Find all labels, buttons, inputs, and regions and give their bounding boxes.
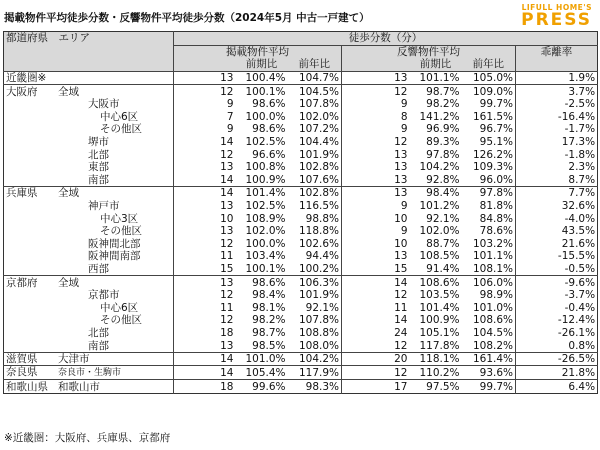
table-row — [4, 327, 598, 340]
region-cell — [4, 161, 174, 174]
response-prev-year: 99.7% — [462, 98, 516, 111]
listed-prev-year: 104.2% — [288, 352, 342, 366]
response-prev-year: 101.0% — [462, 301, 516, 314]
gap-rate: -12.4% — [557, 314, 596, 327]
response-prev-period: 101.2% — [419, 200, 460, 213]
prefecture-label: 滋賀県 — [6, 353, 38, 366]
gap-rate: -0.4% — [564, 301, 596, 314]
listed-minutes: 14 — [174, 352, 236, 366]
listed-prev-period: 98.1% — [252, 301, 286, 314]
region-cell — [4, 263, 174, 276]
gap-rate: -26.5% — [516, 352, 598, 366]
listed-minutes: 18 — [174, 380, 236, 394]
region-cell — [4, 250, 174, 263]
listed-prev-period: 100.4% — [245, 72, 286, 85]
prefecture-label: 近畿圏※ — [6, 72, 47, 85]
listed-prev-period: 100.0% — [245, 237, 286, 250]
listed-prev-year: 100.2% — [288, 263, 342, 276]
response-prev-period: 110.2% — [410, 366, 462, 380]
header-region: 都道府県 エリア — [4, 32, 174, 72]
header-gap: 乖離率 — [516, 45, 598, 71]
listed-prev-year: 107.8% — [288, 314, 342, 327]
response-minutes: 12 — [394, 339, 408, 352]
gap-rate: 0.8% — [568, 339, 596, 352]
listed-prev-period: 98.7% — [252, 326, 286, 339]
table-row — [4, 301, 598, 314]
response-prev-year: 96.7% — [462, 123, 516, 136]
listed-prev-year: 98.3% — [288, 380, 342, 394]
listed-minutes: 9 — [226, 123, 234, 136]
response-minutes: 12 — [394, 289, 408, 302]
listed-prev-period: 100.1% — [236, 85, 288, 98]
listed-minutes: 9 — [226, 98, 234, 111]
listed-prev-period: 96.6% — [252, 148, 286, 161]
response-minutes: 10 — [394, 212, 408, 225]
response-prev-period: 91.4% — [426, 262, 460, 275]
prefecture-label: 兵庫県 — [6, 187, 38, 200]
gap-rate: 2.3% — [568, 161, 596, 174]
area-label: その他区 — [100, 123, 142, 136]
area-label: 南部 — [88, 173, 109, 186]
header-listed-prev-year: 前年比 — [288, 58, 342, 71]
area-label: 全域 — [58, 85, 79, 98]
listed-prev-year: 98.8% — [288, 212, 342, 225]
response-prev-period: 108.6% — [410, 276, 462, 289]
table-row — [4, 174, 598, 187]
response-minutes: 14 — [394, 314, 408, 327]
listed-minutes: 14 — [174, 366, 236, 380]
gap-rate: -1.7% — [564, 123, 596, 136]
area-label: 中心6区 — [100, 110, 139, 123]
brand-logo-top: LIFULL HOME'S — [521, 3, 592, 12]
gap-rate: 3.7% — [516, 85, 598, 98]
response-prev-year: 95.1% — [462, 136, 516, 149]
area-label: 堺市 — [88, 136, 109, 149]
response-minutes: 9 — [400, 123, 408, 136]
response-prev-period: 92.8% — [426, 173, 460, 186]
response-prev-period: 105.1% — [419, 326, 460, 339]
table-row — [4, 136, 598, 149]
area-label: 奈良市・生駒市 — [58, 368, 122, 379]
listed-prev-year: 104.5% — [288, 85, 342, 98]
response-minutes: 13 — [394, 173, 408, 186]
area-label: 北部 — [88, 148, 109, 161]
area-label: 阪神間北部 — [88, 237, 141, 250]
header-response-prev-year: 前年比 — [462, 58, 516, 71]
listed-minutes: 14 — [174, 187, 236, 200]
response-minutes: 13 — [342, 187, 410, 200]
gap-rate: 1.9% — [568, 72, 596, 85]
region-cell — [4, 352, 174, 366]
table-row — [4, 200, 598, 213]
table-row — [4, 289, 598, 302]
region-cell — [4, 71, 174, 85]
response-prev-year: 101.1% — [462, 250, 516, 263]
response-minutes: 12 — [342, 85, 410, 98]
response-prev-period: 101.1% — [419, 72, 460, 85]
gap-rate: -9.6% — [516, 276, 598, 289]
region-cell — [4, 289, 174, 302]
listed-minutes: 13 — [220, 225, 234, 238]
response-prev-year: 109.0% — [462, 85, 516, 98]
listed-minutes: 13 — [220, 161, 234, 174]
listed-prev-year: 116.5% — [288, 200, 342, 213]
region-cell — [4, 200, 174, 213]
listed-prev-period: 102.5% — [245, 200, 286, 213]
response-prev-period: 102.0% — [419, 225, 460, 238]
listed-prev-period: 98.5% — [252, 339, 286, 352]
listed-prev-period: 98.6% — [252, 98, 286, 111]
gap-rate: -15.5% — [557, 250, 596, 263]
response-prev-year: 96.0% — [462, 174, 516, 187]
listed-minutes: 12 — [174, 85, 236, 98]
listed-prev-period: 103.4% — [245, 250, 286, 263]
region-cell — [4, 327, 174, 340]
prefecture-label: 奈良県 — [6, 366, 38, 379]
table-row — [4, 314, 598, 327]
table-body — [4, 71, 598, 393]
listed-prev-period: 105.4% — [236, 366, 288, 380]
listed-prev-year: 102.8% — [288, 161, 342, 174]
table-row — [4, 352, 598, 366]
table-row — [4, 380, 598, 394]
listed-prev-period: 102.0% — [245, 225, 286, 238]
response-minutes: 8 — [400, 110, 408, 123]
table-row — [4, 225, 598, 238]
listed-minutes: 11 — [220, 301, 234, 314]
listed-minutes: 12 — [220, 148, 234, 161]
response-minutes: 13 — [394, 72, 408, 85]
response-prev-period: 108.5% — [419, 250, 460, 263]
listed-prev-year: 107.6% — [288, 174, 342, 187]
listed-prev-year: 102.0% — [288, 111, 342, 124]
listed-prev-year: 101.9% — [288, 148, 342, 161]
gap-rate: -16.4% — [557, 110, 596, 123]
gap-rate: -1.8% — [564, 148, 596, 161]
response-minutes: 11 — [394, 301, 408, 314]
gap-rate: -0.5% — [564, 262, 596, 275]
page-title: 掲載物件平均徒歩分数・反響物件平均徒歩分数（2024年5月 中古一戸建て） — [4, 12, 370, 24]
table-row — [4, 250, 598, 263]
response-minutes: 9 — [400, 200, 408, 213]
listed-minutes: 13 — [220, 339, 234, 352]
gap-rate: 7.7% — [516, 187, 598, 200]
gap-rate: -26.1% — [557, 326, 596, 339]
listed-prev-year: 117.9% — [288, 366, 342, 380]
footnote: ※近畿圏：大阪府、兵庫県、京都府 — [4, 432, 171, 444]
response-minutes: 9 — [400, 225, 408, 238]
area-label: 京都市 — [88, 289, 120, 302]
listed-minutes: 15 — [220, 262, 234, 275]
listed-prev-period: 100.8% — [245, 161, 286, 174]
area-label: 南部 — [88, 339, 109, 352]
table-row — [4, 339, 598, 352]
listed-minutes: 14 — [220, 136, 234, 149]
region-cell — [4, 380, 174, 394]
response-minutes: 13 — [394, 250, 408, 263]
listed-minutes: 12 — [220, 237, 234, 250]
region-cell — [4, 85, 174, 98]
response-prev-year: 104.5% — [462, 327, 516, 340]
region-cell — [4, 276, 174, 289]
table-row — [4, 366, 598, 380]
gap-rate: 8.7% — [568, 173, 596, 186]
listed-prev-year: 94.4% — [288, 250, 342, 263]
region-cell — [4, 111, 174, 124]
response-minutes: 13 — [394, 148, 408, 161]
region-cell — [4, 314, 174, 327]
response-prev-year: 161.5% — [462, 111, 516, 124]
listed-prev-period: 101.4% — [236, 187, 288, 200]
region-cell — [4, 123, 174, 136]
area-label: その他区 — [100, 225, 142, 238]
table-row — [4, 238, 598, 251]
response-prev-period: 97.5% — [410, 380, 462, 394]
listed-prev-period: 100.1% — [245, 262, 286, 275]
region-cell — [4, 187, 174, 200]
header-walk-minutes: 徒歩分数（分） — [174, 32, 598, 46]
listed-prev-period: 101.0% — [236, 352, 288, 366]
response-prev-year: 93.6% — [462, 366, 516, 380]
response-prev-period: 101.4% — [419, 301, 460, 314]
response-minutes: 10 — [394, 237, 408, 250]
region-cell — [4, 339, 174, 352]
area-label: 全域 — [58, 276, 79, 289]
response-prev-year: 109.3% — [462, 161, 516, 174]
listed-prev-year: 108.0% — [288, 339, 342, 352]
listed-prev-period: 98.6% — [236, 276, 288, 289]
listed-prev-period: 100.0% — [245, 110, 286, 123]
prefecture-label: 大阪府 — [6, 85, 38, 98]
response-prev-year: 97.8% — [462, 187, 516, 200]
gap-rate: 17.3% — [561, 136, 596, 149]
response-minutes: 20 — [342, 352, 410, 366]
gap-rate: 21.6% — [561, 237, 596, 250]
area-label: 中心3区 — [100, 212, 139, 225]
listed-prev-year: 107.2% — [288, 123, 342, 136]
response-prev-year: 99.7% — [462, 380, 516, 394]
gap-rate: -3.7% — [564, 289, 596, 302]
header-response: 反響物件平均 — [342, 45, 516, 58]
table-row — [4, 111, 598, 124]
response-prev-year: 108.6% — [462, 314, 516, 327]
area-label: 大阪市 — [88, 98, 120, 111]
header-listed-prev-period: 前期比 — [236, 58, 288, 71]
response-prev-year: 103.2% — [462, 238, 516, 251]
response-minutes: 24 — [394, 326, 408, 339]
region-cell — [4, 136, 174, 149]
listed-prev-period: 98.2% — [252, 314, 286, 327]
listed-prev-year: 104.7% — [288, 71, 342, 85]
response-prev-period: 98.2% — [426, 98, 460, 111]
response-prev-period: 97.8% — [426, 148, 460, 161]
region-cell — [4, 238, 174, 251]
listed-prev-year: 101.9% — [288, 289, 342, 302]
listed-minutes: 7 — [226, 110, 234, 123]
region-cell — [4, 301, 174, 314]
table-row — [4, 71, 598, 85]
response-prev-year: 108.1% — [462, 263, 516, 276]
area-label: 北部 — [88, 326, 109, 339]
response-prev-year: 106.0% — [462, 276, 516, 289]
listed-minutes: 12 — [220, 289, 234, 302]
area-label: 東部 — [88, 161, 109, 174]
area-label: 和歌山市 — [58, 380, 100, 393]
response-minutes: 15 — [394, 262, 408, 275]
area-label: 神戸市 — [88, 200, 120, 213]
area-label: 中心6区 — [100, 301, 139, 314]
response-minutes: 14 — [342, 276, 410, 289]
listed-prev-year: 102.6% — [288, 238, 342, 251]
prefecture-label: 和歌山県 — [6, 380, 48, 393]
response-prev-period: 100.9% — [419, 314, 460, 327]
response-prev-period: 118.1% — [410, 352, 462, 366]
listed-prev-year: 106.3% — [288, 276, 342, 289]
listed-minutes: 13 — [220, 200, 234, 213]
response-prev-period: 104.2% — [419, 161, 460, 174]
listed-prev-period: 98.4% — [252, 289, 286, 302]
response-prev-year: 108.2% — [462, 339, 516, 352]
response-prev-year: 78.6% — [462, 225, 516, 238]
table-row — [4, 98, 598, 111]
response-minutes: 13 — [394, 161, 408, 174]
listed-prev-period: 98.6% — [252, 123, 286, 136]
listed-prev-year: 107.8% — [288, 98, 342, 111]
response-minutes: 17 — [342, 380, 410, 394]
region-cell — [4, 366, 174, 380]
area-label: 阪神間南部 — [88, 250, 141, 263]
response-prev-period: 103.5% — [419, 289, 460, 302]
brand-logo — [521, 3, 592, 29]
response-prev-year: 161.4% — [462, 352, 516, 366]
listed-prev-year: 102.8% — [288, 187, 342, 200]
prefecture-label: 京都府 — [6, 276, 38, 289]
table-row — [4, 85, 598, 98]
table-row — [4, 161, 598, 174]
response-prev-period: 98.7% — [410, 85, 462, 98]
gap-rate: -2.5% — [564, 98, 596, 111]
header-listed: 掲載物件平均 — [174, 45, 342, 58]
response-prev-period: 92.1% — [426, 212, 460, 225]
gap-rate: 21.8% — [516, 366, 598, 380]
header-row-1 — [4, 32, 598, 46]
response-prev-period: 88.7% — [426, 237, 460, 250]
response-minutes: 12 — [342, 366, 410, 380]
listed-minutes: 11 — [220, 250, 234, 263]
area-label: その他区 — [100, 314, 142, 327]
response-prev-year: 98.9% — [462, 289, 516, 302]
table-row — [4, 187, 598, 200]
region-cell — [4, 148, 174, 161]
area-label: 西部 — [88, 262, 109, 275]
table-row — [4, 148, 598, 161]
response-prev-year: 84.8% — [462, 212, 516, 225]
region-cell — [4, 174, 174, 187]
response-prev-period: 89.3% — [426, 136, 460, 149]
region-cell — [4, 225, 174, 238]
area-label: 大津市 — [58, 353, 90, 366]
listed-prev-period: 108.9% — [245, 212, 286, 225]
listed-minutes: 18 — [220, 326, 234, 339]
response-prev-period: 141.2% — [419, 110, 460, 123]
listed-prev-year: 118.8% — [288, 225, 342, 238]
response-prev-period: 96.9% — [426, 123, 460, 136]
gap-rate: -4.0% — [564, 212, 596, 225]
area-label: 全域 — [58, 187, 79, 200]
listed-minutes: 13 — [220, 72, 234, 85]
response-prev-period: 117.8% — [419, 339, 460, 352]
listed-minutes: 12 — [220, 314, 234, 327]
walking-minutes-table — [3, 31, 598, 394]
response-prev-year: 105.0% — [462, 71, 516, 85]
gap-rate: 32.6% — [561, 200, 596, 213]
header-response-prev-period: 前期比 — [410, 58, 462, 71]
table-row — [4, 276, 598, 289]
table-row — [4, 263, 598, 276]
table-row — [4, 212, 598, 225]
response-minutes: 9 — [400, 98, 408, 111]
brand-logo-main: PRESS — [521, 10, 592, 30]
gap-rate: 43.5% — [561, 225, 596, 238]
listed-minutes: 13 — [174, 276, 236, 289]
region-cell — [4, 98, 174, 111]
listed-minutes: 10 — [220, 212, 234, 225]
response-minutes: 12 — [394, 136, 408, 149]
region-cell — [4, 212, 174, 225]
table-row — [4, 123, 598, 136]
listed-prev-year: 92.1% — [288, 301, 342, 314]
listed-minutes: 14 — [220, 173, 234, 186]
listed-prev-period: 99.6% — [236, 380, 288, 394]
gap-rate: 6.4% — [516, 380, 598, 394]
response-prev-period: 98.4% — [410, 187, 462, 200]
response-prev-year: 81.8% — [462, 200, 516, 213]
listed-prev-period: 102.5% — [245, 136, 286, 149]
listed-prev-year: 104.4% — [288, 136, 342, 149]
response-prev-year: 126.2% — [462, 148, 516, 161]
listed-prev-period: 100.9% — [245, 173, 286, 186]
listed-prev-year: 108.8% — [288, 327, 342, 340]
